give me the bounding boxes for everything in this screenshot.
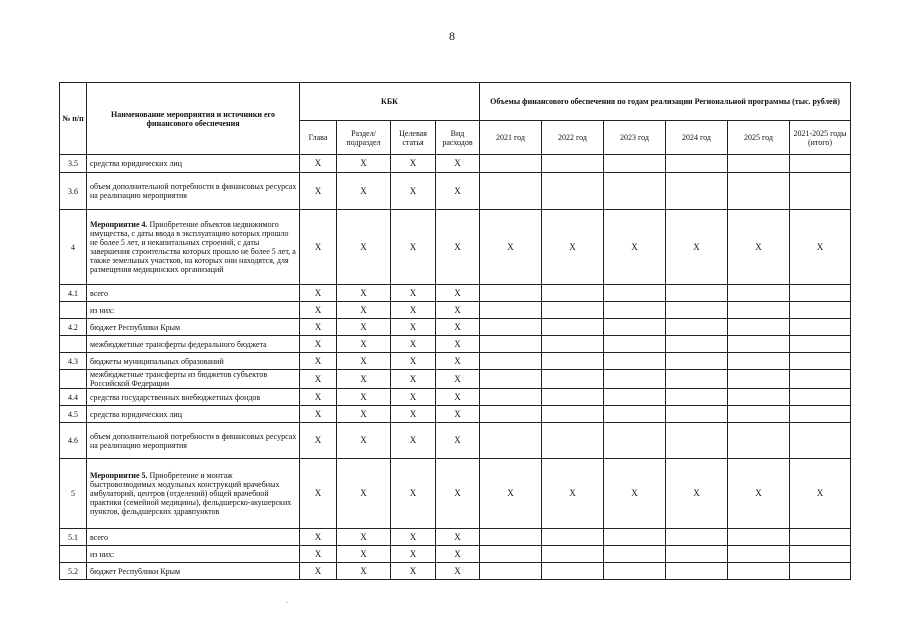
year-cell (790, 319, 851, 336)
year-cell (604, 353, 666, 370)
year-cell (542, 319, 604, 336)
year-cell (790, 353, 851, 370)
year-cell (728, 546, 790, 563)
table-row (60, 406, 851, 423)
year-cell (604, 285, 666, 302)
year-cell (480, 285, 542, 302)
kbk-cell: Х (436, 546, 480, 563)
kbk-cell: Х (436, 406, 480, 423)
year-cell (604, 546, 666, 563)
kbk-cell: Х (436, 302, 480, 319)
kbk-cell: Х (300, 423, 337, 459)
table-row (60, 353, 851, 370)
year-cell (480, 319, 542, 336)
year-cell (666, 353, 728, 370)
kbk-cell: Х (391, 529, 436, 546)
kbk-cell: Х (436, 336, 480, 353)
table-row (60, 389, 851, 406)
year-cell (542, 563, 604, 580)
header-year-col: 2024 год (666, 121, 728, 155)
year-cell (480, 546, 542, 563)
year-cell (728, 285, 790, 302)
year-cell (790, 529, 851, 546)
year-cell (790, 370, 851, 389)
kbk-cell: Х (391, 370, 436, 389)
kbk-cell: Х (300, 336, 337, 353)
year-cell (604, 155, 666, 173)
year-cell (604, 406, 666, 423)
kbk-cell: Х (391, 210, 436, 285)
kbk-cell: Х (391, 389, 436, 406)
row-number: 3.5 (60, 155, 87, 173)
row-number: 4.6 (60, 423, 87, 459)
header-year-col: 2023 год (604, 121, 666, 155)
table-row (60, 210, 851, 285)
kbk-cell: Х (337, 423, 391, 459)
year-cell (480, 353, 542, 370)
year-cell (728, 389, 790, 406)
year-cell (728, 563, 790, 580)
year-cell (666, 370, 728, 389)
year-cell (666, 406, 728, 423)
row-number (60, 302, 87, 319)
row-name (87, 155, 300, 173)
kbk-cell: Х (300, 459, 337, 529)
header-name: Наименование мероприятия и источники его финансового обеспечения (87, 83, 300, 155)
row-number: 5.2 (60, 563, 87, 580)
kbk-cell: Х (436, 389, 480, 406)
year-cell (542, 173, 604, 210)
year-cell: Х (790, 459, 851, 529)
year-cell (480, 302, 542, 319)
header-kbk-col: Вид расходов (436, 121, 480, 155)
year-cell (666, 302, 728, 319)
row-name (87, 459, 300, 529)
row-name (87, 353, 300, 370)
year-cell (542, 336, 604, 353)
year-cell: Х (728, 459, 790, 529)
table-row (60, 546, 851, 563)
table-row (60, 173, 851, 210)
year-cell (480, 406, 542, 423)
row-name-text: межбюджетные трансферты из бюджетов субъектов Российской Федерации (90, 370, 268, 388)
row-name (87, 319, 300, 336)
kbk-cell: Х (391, 459, 436, 529)
table-row (60, 302, 851, 319)
row-name (87, 302, 300, 319)
row-number: 4.2 (60, 319, 87, 336)
header-kbk-col: Раздел/ подраздел (337, 121, 391, 155)
kbk-cell: Х (300, 529, 337, 546)
kbk-cell: Х (337, 389, 391, 406)
row-name-text: объем дополнительной потребности в финансовых ресурсах на реализацию мероприятия (90, 431, 297, 450)
row-name (87, 423, 300, 459)
year-cell: Х (604, 210, 666, 285)
header-kbk-col: Глава (300, 121, 337, 155)
row-number (60, 336, 87, 353)
year-cell (728, 529, 790, 546)
kbk-cell: Х (337, 459, 391, 529)
kbk-cell: Х (300, 563, 337, 580)
year-cell (790, 155, 851, 173)
row-number (60, 370, 87, 389)
row-number: 4 (60, 210, 87, 285)
year-cell (604, 336, 666, 353)
kbk-cell: Х (300, 546, 337, 563)
row-number: 5.1 (60, 529, 87, 546)
table-row (60, 529, 851, 546)
row-name-text: из них: (90, 305, 115, 315)
header-year-col: 2022 год (542, 121, 604, 155)
year-cell (790, 336, 851, 353)
table-row (60, 459, 851, 529)
row-name (87, 370, 300, 389)
page-mark: . (286, 596, 288, 605)
kbk-cell: Х (337, 370, 391, 389)
kbk-cell: Х (436, 459, 480, 529)
kbk-cell: Х (337, 406, 391, 423)
year-cell (604, 302, 666, 319)
year-cell (542, 389, 604, 406)
year-cell: Х (790, 210, 851, 285)
year-cell: Х (542, 459, 604, 529)
kbk-cell: Х (391, 302, 436, 319)
year-cell (728, 353, 790, 370)
kbk-cell: Х (391, 336, 436, 353)
year-cell (604, 370, 666, 389)
financing-table (59, 82, 851, 580)
year-cell (542, 406, 604, 423)
year-cell (790, 406, 851, 423)
year-cell (542, 155, 604, 173)
kbk-cell: Х (300, 173, 337, 210)
year-cell (666, 173, 728, 210)
kbk-cell: Х (436, 529, 480, 546)
row-name (87, 406, 300, 423)
row-number (60, 546, 87, 563)
row-number: 4.1 (60, 285, 87, 302)
row-name-text: всего (90, 288, 109, 298)
row-name-bold: Мероприятие 4. (90, 220, 148, 229)
header-kbk-col: Целевая статья (391, 121, 436, 155)
year-cell (790, 423, 851, 459)
year-cell (666, 336, 728, 353)
year-cell (790, 546, 851, 563)
year-cell: Х (480, 459, 542, 529)
year-cell (666, 546, 728, 563)
year-cell (542, 353, 604, 370)
year-cell (666, 319, 728, 336)
kbk-cell: Х (337, 285, 391, 302)
row-name (87, 336, 300, 353)
row-name-text: средства юридических лиц (90, 409, 182, 419)
row-name-text: средства юридических лиц (90, 159, 182, 168)
kbk-cell: Х (391, 406, 436, 423)
year-cell: Х (666, 459, 728, 529)
year-cell (666, 285, 728, 302)
kbk-cell: Х (391, 155, 436, 173)
year-cell (480, 336, 542, 353)
year-cell (666, 389, 728, 406)
row-name-text: из них: (90, 549, 115, 559)
year-cell: Х (480, 210, 542, 285)
table-row (60, 319, 851, 336)
row-name-text: бюджет Республики Крым (90, 322, 181, 332)
kbk-cell: Х (436, 353, 480, 370)
kbk-cell: Х (436, 155, 480, 173)
kbk-cell: Х (300, 370, 337, 389)
year-cell (480, 155, 542, 173)
row-number: 5 (60, 459, 87, 529)
kbk-cell: Х (391, 423, 436, 459)
year-cell (604, 423, 666, 459)
year-cell (728, 319, 790, 336)
row-name-text: Приобретение объектов недвижимого имущества, с даты ввода в эксплуатацию которых прошло не более 5 лет, и некапитальных строений, с даты завершения строительства которых прошло не более 5 лет, а также земельных участков, на которых они находятся, для размещения медицинских организаций (90, 220, 296, 274)
table-row (60, 370, 851, 389)
row-number: 3.6 (60, 173, 87, 210)
header-year-col: 2025 год (728, 121, 790, 155)
header-kbk: КБК (300, 83, 480, 121)
header-num: № п/п (60, 83, 87, 155)
row-name-bold: Мероприятие 5. (90, 471, 148, 480)
year-cell (728, 155, 790, 173)
kbk-cell: Х (337, 353, 391, 370)
year-cell (728, 423, 790, 459)
kbk-cell: Х (436, 210, 480, 285)
year-cell (790, 302, 851, 319)
row-name (87, 563, 300, 580)
header-year-col: 2021 год (480, 121, 542, 155)
kbk-cell: Х (436, 285, 480, 302)
kbk-cell: Х (436, 319, 480, 336)
year-cell (542, 285, 604, 302)
year-cell (542, 302, 604, 319)
year-cell (790, 285, 851, 302)
year-cell: Х (604, 459, 666, 529)
year-cell (604, 319, 666, 336)
kbk-cell: Х (300, 319, 337, 336)
year-cell (542, 370, 604, 389)
kbk-cell: Х (391, 173, 436, 210)
year-cell (728, 336, 790, 353)
year-cell (480, 173, 542, 210)
kbk-cell: Х (436, 370, 480, 389)
year-cell (790, 563, 851, 580)
row-name-text: всего (90, 532, 109, 542)
row-name (87, 389, 300, 406)
row-name (87, 546, 300, 563)
row-name-text: объем дополнительной потребности в финансовых ресурсах на реализацию мероприятия (90, 182, 297, 200)
header-year-col: 2021-2025 годы (итого) (790, 121, 851, 155)
table-row (60, 423, 851, 459)
year-cell (604, 529, 666, 546)
year-cell (604, 173, 666, 210)
kbk-cell: Х (300, 406, 337, 423)
kbk-cell: Х (436, 563, 480, 580)
row-number: 4.3 (60, 353, 87, 370)
table-row (60, 336, 851, 353)
kbk-cell: Х (391, 319, 436, 336)
year-cell (728, 406, 790, 423)
row-name-text: Приобретение и монтаж быстровозводимых модульных конструкций врачебных амбулаторий, центров (отделений) общей врачебной практики (семейной медицины), фельдшерско-акушерских пунктов, фельдшерских здравпунктов (90, 471, 292, 516)
kbk-cell: Х (337, 336, 391, 353)
kbk-cell: Х (300, 285, 337, 302)
row-name (87, 173, 300, 210)
year-cell: Х (666, 210, 728, 285)
row-name (87, 285, 300, 302)
kbk-cell: Х (337, 319, 391, 336)
kbk-cell: Х (337, 210, 391, 285)
year-cell (480, 370, 542, 389)
row-name-text: бюджет Республики Крым (90, 566, 181, 576)
year-cell (728, 370, 790, 389)
year-cell (728, 302, 790, 319)
year-cell (480, 563, 542, 580)
row-name (87, 529, 300, 546)
year-cell (542, 423, 604, 459)
kbk-cell: Х (337, 563, 391, 580)
kbk-cell: Х (300, 155, 337, 173)
year-cell (480, 529, 542, 546)
year-cell (790, 389, 851, 406)
year-cell (666, 563, 728, 580)
year-cell (790, 173, 851, 210)
kbk-cell: Х (337, 155, 391, 173)
year-cell (666, 423, 728, 459)
kbk-cell: Х (391, 563, 436, 580)
year-cell (542, 529, 604, 546)
kbk-cell: Х (300, 302, 337, 319)
row-name-text: межбюджетные трансферты федерального бюджета (90, 339, 267, 349)
row-name-text: средства государственных внебюджетных фондов (90, 392, 261, 402)
page-number: 8 (449, 29, 455, 43)
year-cell (666, 155, 728, 173)
kbk-cell: Х (391, 353, 436, 370)
kbk-cell: Х (391, 285, 436, 302)
table-row (60, 155, 851, 173)
year-cell (480, 423, 542, 459)
year-cell (480, 389, 542, 406)
kbk-cell: Х (337, 302, 391, 319)
year-cell (604, 563, 666, 580)
table-row (60, 285, 851, 302)
year-cell: Х (542, 210, 604, 285)
row-name (87, 210, 300, 285)
row-name-text: бюджеты муниципальных образований (90, 356, 224, 366)
year-cell (604, 389, 666, 406)
kbk-cell: Х (436, 173, 480, 210)
year-cell (728, 173, 790, 210)
kbk-cell: Х (300, 353, 337, 370)
row-number: 4.5 (60, 406, 87, 423)
year-cell (542, 546, 604, 563)
kbk-cell: Х (337, 529, 391, 546)
year-cell (666, 529, 728, 546)
kbk-cell: Х (300, 389, 337, 406)
kbk-cell: Х (391, 546, 436, 563)
kbk-cell: Х (337, 173, 391, 210)
kbk-cell: Х (436, 423, 480, 459)
kbk-cell: Х (300, 210, 337, 285)
year-cell: Х (728, 210, 790, 285)
header-volumes: Объемы финансового обеспечения по годам реализации Региональной программы (тыс. рублей) (480, 83, 851, 121)
row-number: 4.4 (60, 389, 87, 406)
table-row (60, 563, 851, 580)
kbk-cell: Х (337, 546, 391, 563)
